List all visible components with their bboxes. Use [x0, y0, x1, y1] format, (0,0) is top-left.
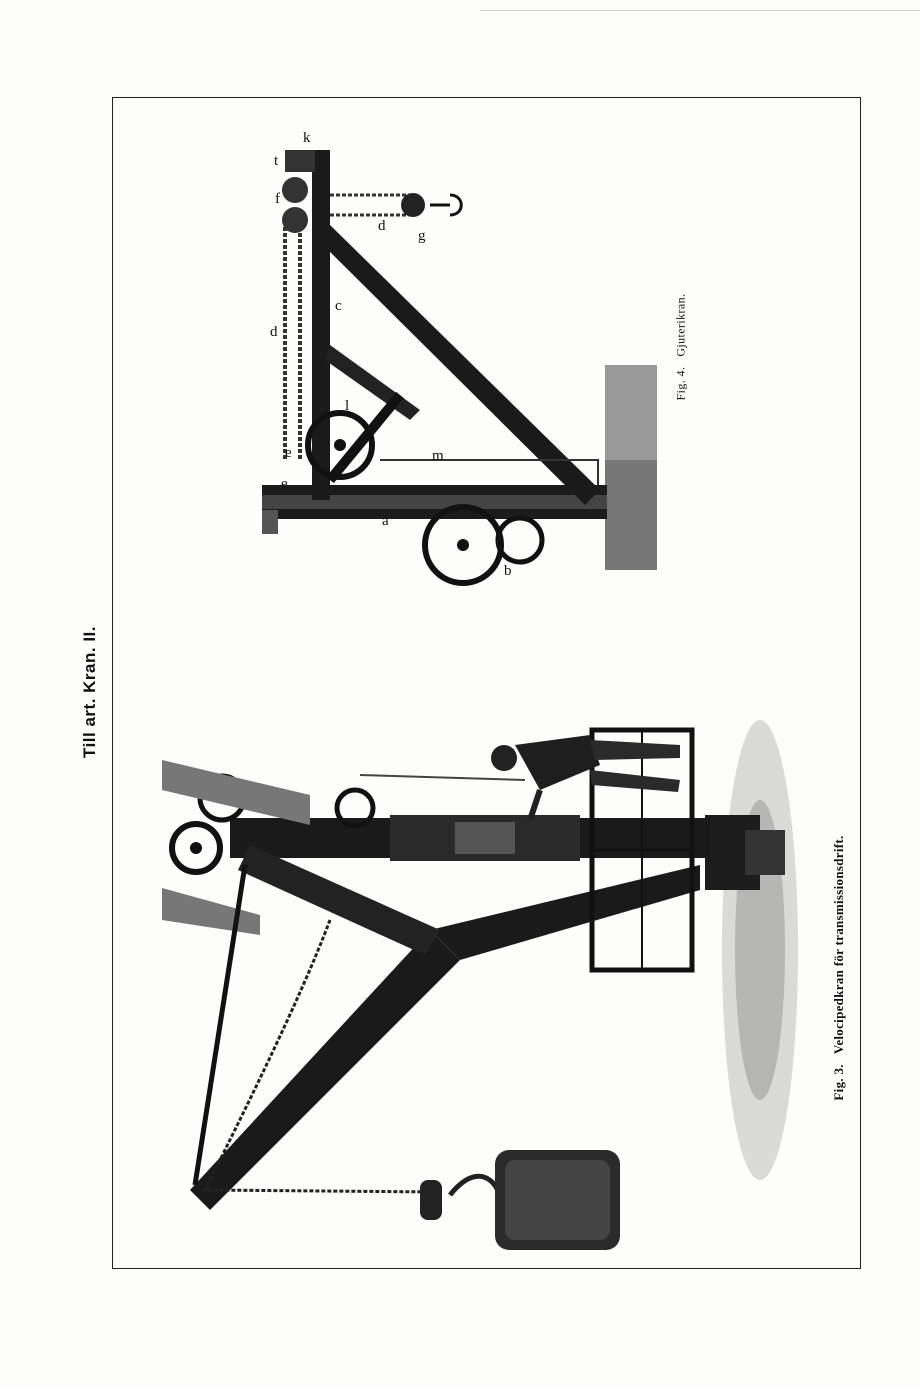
fig4-label-l: l — [345, 398, 350, 414]
plate-title: Till art. Kran. II. — [80, 626, 99, 758]
fig4-jib-beam — [312, 150, 330, 500]
fig4-label-c: c — [335, 298, 342, 314]
fig4-label-g: g — [418, 228, 426, 244]
fig4-label-a: a — [382, 513, 389, 529]
fig4-caption-text: Gjuterikran. — [673, 293, 688, 357]
fig4-caption — [674, 294, 689, 401]
fig4-label-e-top: e — [285, 445, 292, 461]
fig4-label-k: k — [303, 130, 311, 146]
fig4-pulley-g — [401, 193, 425, 217]
fig4-strut — [318, 225, 600, 505]
fig4-pulley-f — [282, 177, 308, 203]
fig4-label-d-upper: d — [270, 324, 278, 340]
fig4-label-m: m — [432, 448, 444, 464]
fig4-label-d-lower: d — [378, 218, 386, 234]
fig4-label-f: f — [275, 191, 280, 207]
fig3-caption-text: Velocipedkran för transmissionsdrift. — [831, 835, 846, 1055]
fig4-label-t: t — [274, 153, 279, 169]
fig4-label-b: b — [504, 563, 512, 579]
fig4-hook — [430, 195, 461, 215]
fig4-label-e-side: e — [281, 476, 288, 492]
fig4-number: Fig. 4. — [673, 366, 688, 401]
fig3-caption — [831, 835, 847, 1100]
fig3-number: Fig. 3. — [831, 1064, 846, 1101]
